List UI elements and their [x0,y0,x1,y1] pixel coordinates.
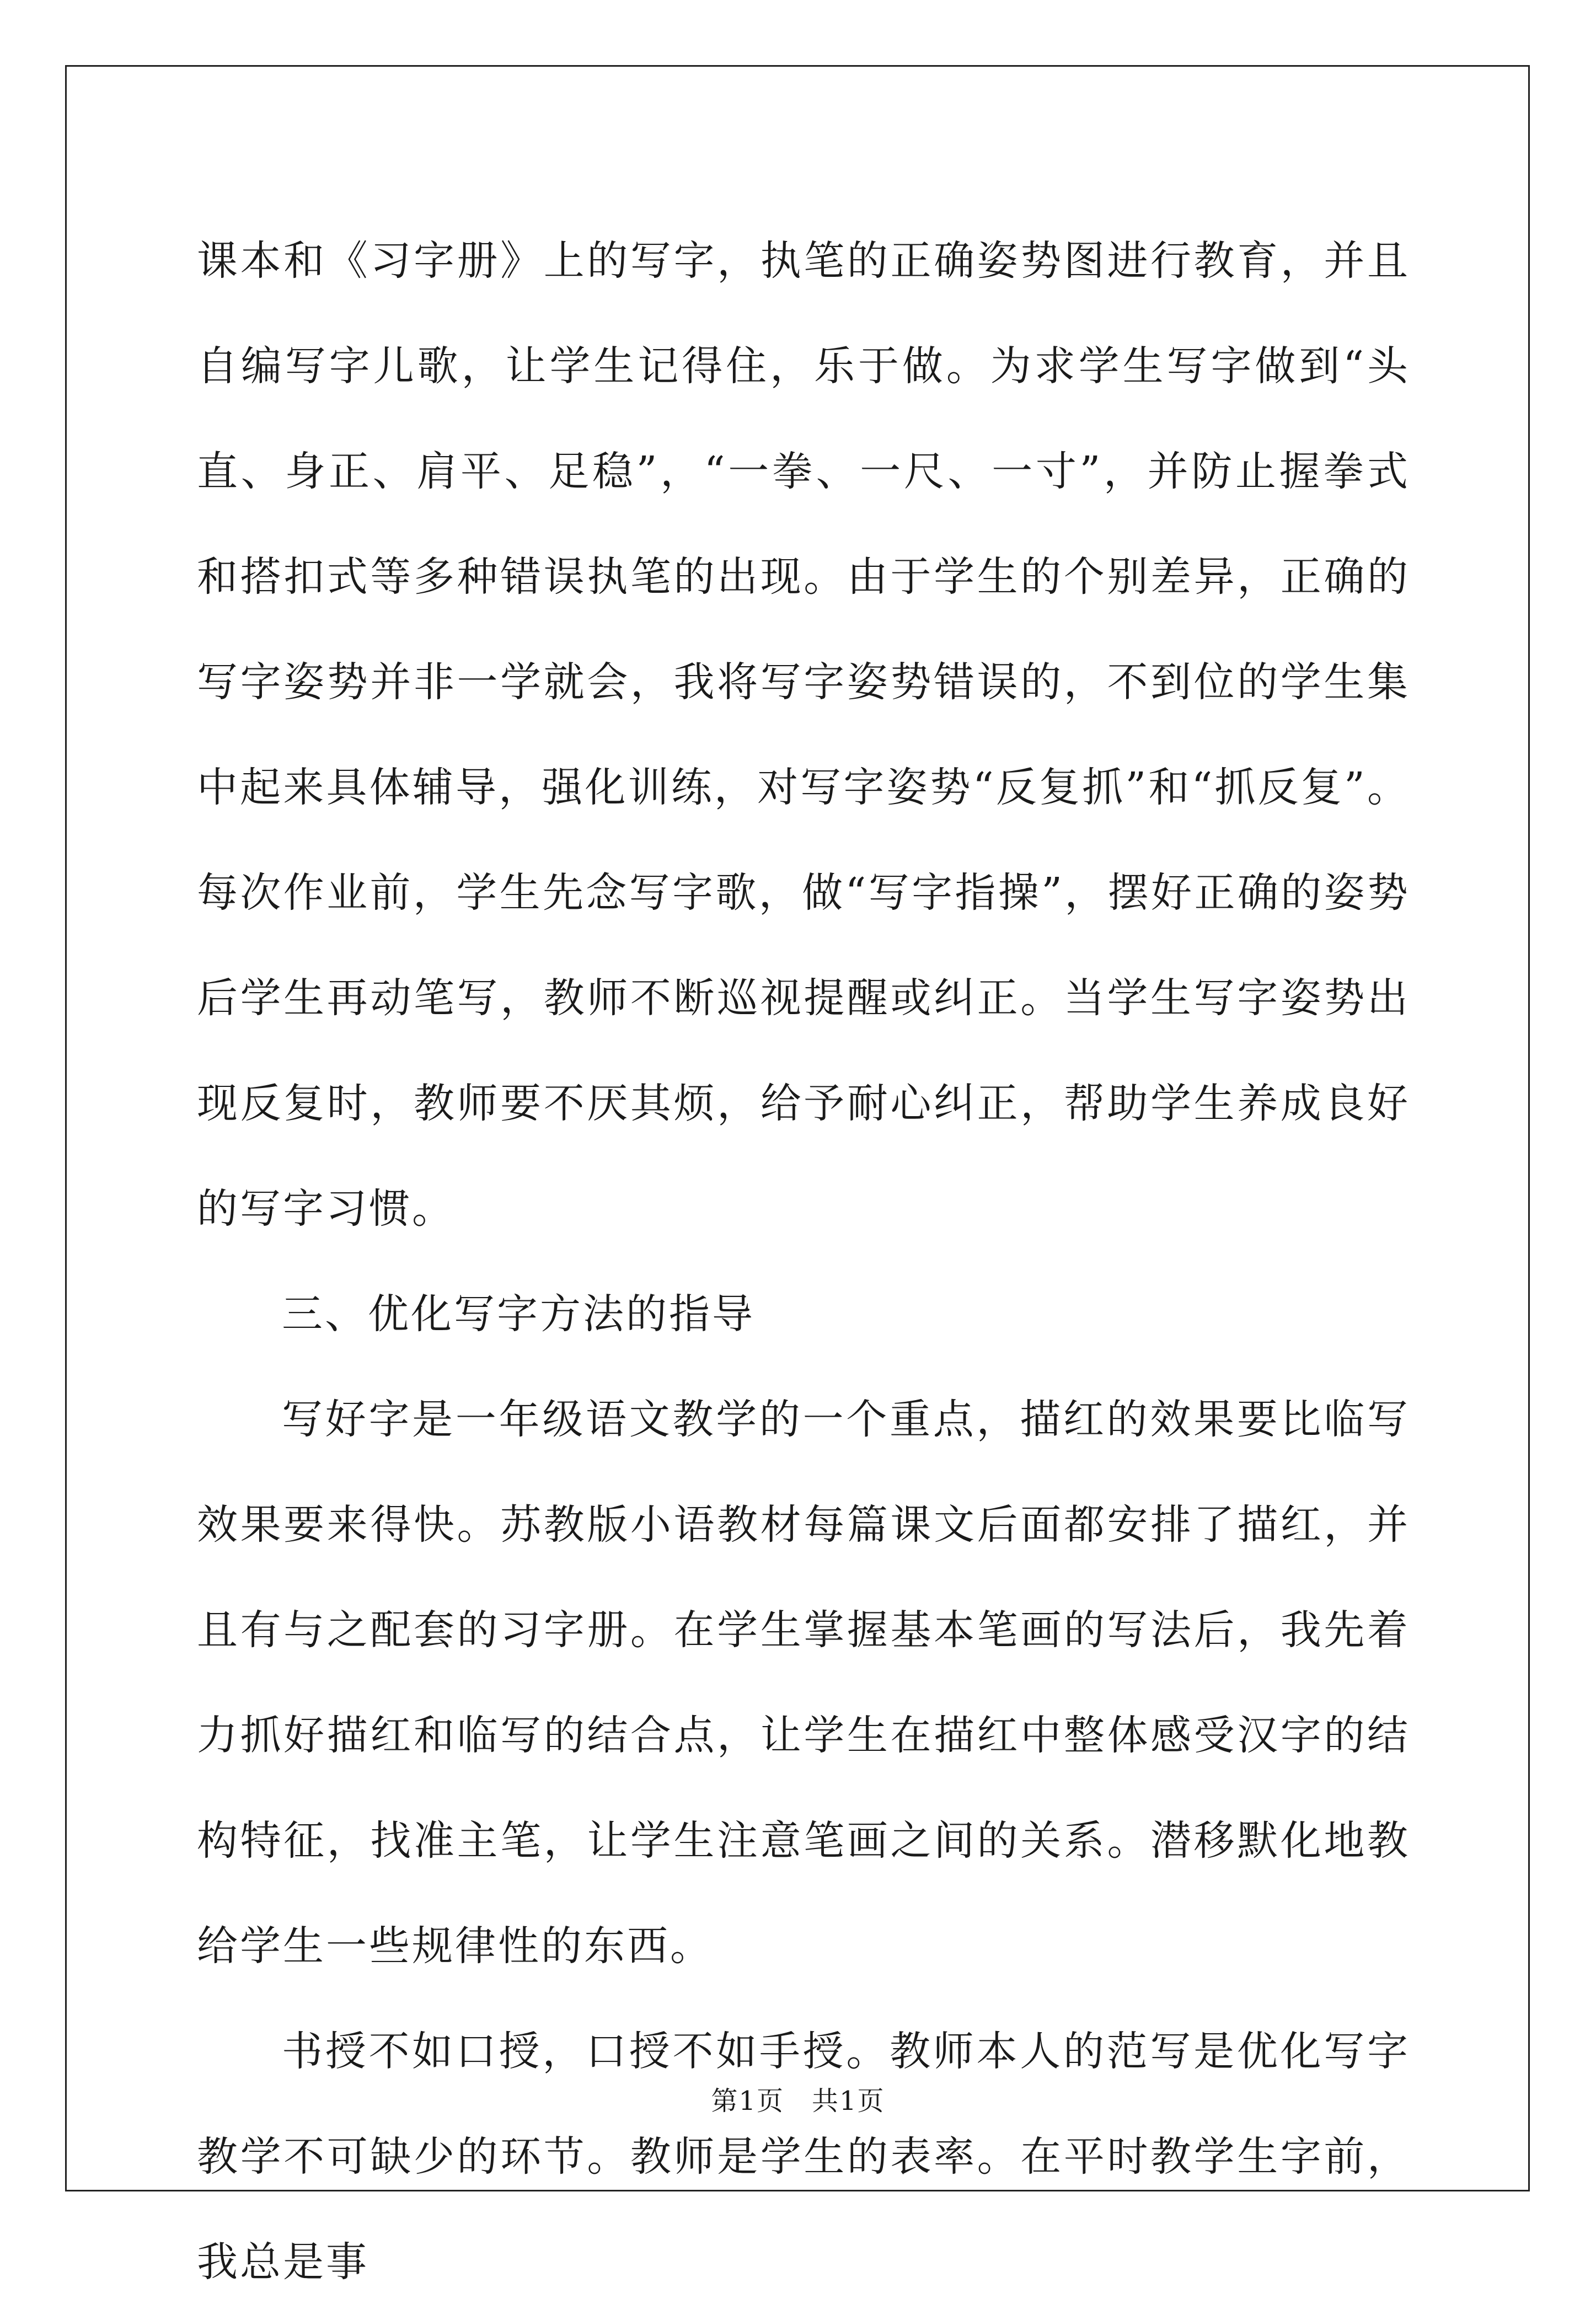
page-number: 第1页 [711,2086,784,2116]
page-total: 共1页 [812,2086,885,2116]
page-footer [0,2084,1596,2118]
paragraph: 书授不如口授，口授不如手授。教师本人的范写是优化写字教学不可缺少的环节。教师是学生的表率。在平时教学生字前，我总是事 [197,2028,1410,2286]
paragraph: 写好字是一年级语文教学的一个重点，描红的效果要比临写效果要来得快。苏教版小语教材每篇课文后面都安排了描红，并且有与之配套的习字册。在学生掌握基本笔画的写法后，我先着力抓好描红和临写的结合点，让学生在描红中整体感受汉字的结构特征，找准主笔，让学生注意笔画之间的关系。潜移默化地教给学生一些规律性的东西。 [197,1396,1410,1970]
paragraph-continuation: 课本和《习字册》上的写字，执笔的正确姿势图进行教育，并且自编写字儿歌，让学生记得住，乐于做。为求学生写字做到“头直、身正、肩平、足稳”，“一拳、一尺、一寸”，并防止握拳式和搭扣式等多种错误执笔的出现。由于学生的个别差异，正确的写字姿势并非一学就会，我将写字姿势错误的，不到位的学生集中起来具体辅导，强化训练，对写字姿势“反复抓”和“抓反复”。每次作业前，学生先念写字歌，做“写字指操”，摆好正确的姿势后学生再动笔写，教师不断巡视提醒或纠正。当学生写字姿势出现反复时，教师要不厌其烦，给予耐心纠正，帮助学生养成良好的写字习惯。 [197,237,1410,1232]
section-heading: 三、优化写字方法的指导 [282,1290,755,1338]
document-body [197,208,1410,2315]
